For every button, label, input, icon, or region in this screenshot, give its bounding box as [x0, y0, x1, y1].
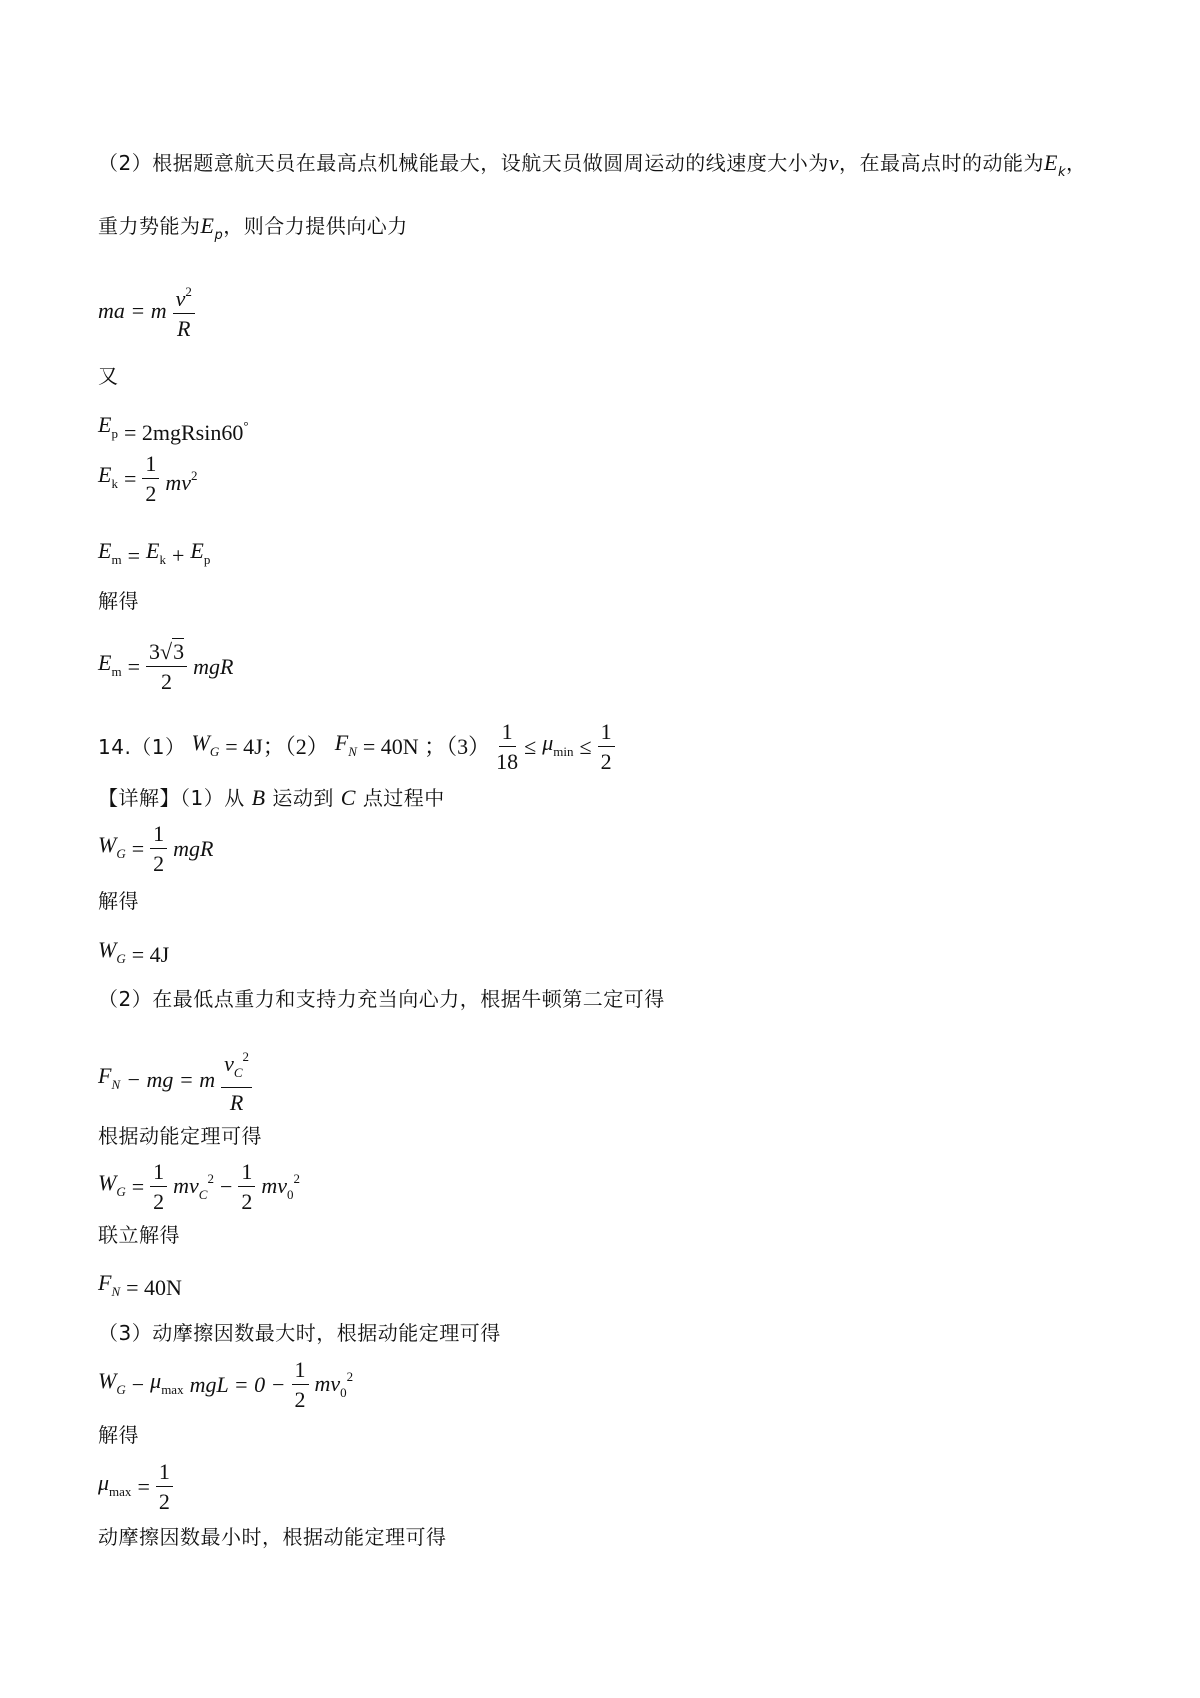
eq11-fraction	[292, 1358, 309, 1412]
eq3-rhs: mv	[165, 469, 192, 495]
text-part-2: （2）在最低点重力和支持力充当向心力，根据牛顿第二定可得	[98, 987, 665, 1011]
q14-wval: = 4J；（2）	[225, 734, 329, 759]
eq6-num: 1	[150, 822, 167, 849]
var-v: v	[828, 150, 839, 175]
eq12-den: 2	[158, 1489, 170, 1514]
eq7-rhs: = 4J	[131, 941, 170, 967]
eq5-radicand: 3	[173, 639, 185, 664]
question-14-answer	[98, 720, 621, 774]
eq4-sub3: p	[203, 552, 211, 567]
eq12-equals: =	[137, 1474, 150, 1499]
equation-WG-value	[98, 937, 175, 972]
eq4-sub2: k	[159, 552, 166, 567]
text-jiede-3: 解得	[98, 1423, 139, 1447]
q14-F: F	[334, 729, 349, 755]
eq2-sub: p	[111, 426, 118, 441]
eq9-equals: =	[131, 1174, 145, 1199]
eq9-num-2: 1	[238, 1160, 255, 1187]
equation-normal-force	[98, 1045, 258, 1115]
eq3-sub: k	[111, 475, 118, 491]
text-theorem-1: 根据动能定理可得	[98, 1124, 262, 1148]
intro-text-1: （2）根据题意航天员在最高点机械能最大，设航天员做圆周运动的线速度大小为	[98, 151, 829, 175]
q14-label: 14.（1）	[98, 735, 186, 759]
eq4-plus: +	[171, 542, 185, 568]
eq6-sub: G	[116, 845, 126, 861]
detail-text-1: 【详解】（1）从	[98, 786, 245, 810]
eq9-term-1: mv	[173, 1173, 199, 1198]
eq5-equals: =	[127, 654, 140, 679]
q14-num2: 1	[598, 720, 615, 747]
text-you: 又	[98, 364, 119, 388]
text-part-3: （3）动摩擦因数最大时，根据动能定理可得	[98, 1321, 501, 1345]
eq9-fraction-2	[238, 1160, 255, 1214]
eq5-den: 2	[161, 669, 173, 694]
sub-k: k	[1057, 165, 1066, 180]
eq1-num: v	[175, 286, 186, 311]
equation-mu-max-value	[98, 1460, 179, 1514]
eq4-E2: E	[146, 538, 160, 563]
eq11-W: W	[98, 1367, 117, 1393]
sub-p: p	[214, 228, 224, 243]
q14-den2: 2	[600, 749, 612, 774]
detail-heading	[98, 785, 445, 811]
q14-fval: = 40N ；（3）	[362, 734, 491, 759]
eq8-den: R	[229, 1090, 244, 1115]
equation-centripetal	[98, 280, 201, 341]
eq10-rhs: = 40N	[126, 1274, 182, 1300]
eq9-den-1: 2	[153, 1189, 165, 1214]
equation-Ek	[98, 452, 204, 506]
eq6-fraction	[150, 822, 167, 876]
eq1-fraction	[173, 280, 195, 341]
eq11-submax: max	[161, 1381, 184, 1397]
q14-den18: 18	[496, 749, 519, 774]
eq6-rhs: mgR	[173, 836, 214, 861]
comma: ，	[1065, 151, 1087, 175]
eq8-subC: C	[233, 1065, 243, 1080]
eq5-sub: m	[111, 663, 122, 679]
intro-line-2	[98, 213, 408, 249]
eq12-num: 1	[156, 1460, 173, 1487]
q14-subG: G	[209, 743, 220, 759]
q14-num1: 1	[499, 720, 516, 747]
eq8-F: F	[98, 1062, 112, 1088]
eq11-sub0: 0	[340, 1385, 347, 1400]
eq2-rhs: = 2mgRsin60	[123, 420, 244, 445]
eq8-fraction	[221, 1045, 252, 1115]
eq6-equals: =	[131, 836, 145, 861]
eq8-mid: − mg = m	[126, 1067, 216, 1092]
eq9-term-2: mv	[261, 1173, 288, 1198]
eq9-sub-1: C	[198, 1187, 208, 1202]
eq5-rhs: mgR	[193, 654, 234, 679]
intro-text-2b: ，则合力提供向心力	[223, 214, 408, 238]
eq4-sub: m	[111, 552, 122, 567]
eq3-num: 1	[142, 452, 159, 479]
eq9-num-1: 1	[150, 1160, 167, 1187]
q14-subN: N	[348, 743, 357, 759]
eq6-den: 2	[153, 851, 165, 876]
text-last: 动摩擦因数最小时，根据动能定理可得	[98, 1525, 447, 1549]
eq9-sup-1: 2	[207, 1171, 214, 1186]
var-Ek: E	[1044, 150, 1058, 175]
eq11-sup: 2	[346, 1369, 354, 1384]
text-jiede-2: 解得	[98, 889, 139, 913]
equation-Ep	[98, 412, 255, 447]
eq11-term: mv	[314, 1371, 341, 1396]
eq11-minus: −	[131, 1372, 145, 1397]
eq9-sup-2: 2	[293, 1171, 301, 1186]
eq5-coef: 3	[149, 639, 160, 664]
q14-frac-1-18	[496, 720, 518, 774]
eq9-sub: G	[116, 1183, 126, 1199]
detail-text-2: 运动到	[272, 786, 334, 810]
intro-line-1	[98, 150, 1086, 186]
eq10-F: F	[98, 1270, 112, 1295]
equation-Em-sum	[98, 538, 216, 573]
detail-text-3: 点过程中	[362, 786, 445, 810]
eq11-mid: mgL = 0 −	[189, 1372, 286, 1397]
intro-text-1b: ，在最高点时的动能为	[839, 151, 1044, 175]
intro-text-2a: 重力势能为	[98, 214, 201, 238]
eq8-sub: N	[111, 1076, 121, 1092]
text-jiede-1: 解得	[98, 589, 139, 613]
eq5-E: E	[98, 649, 112, 675]
eq9-den-2: 2	[241, 1189, 253, 1214]
eq1-sup: 2	[185, 284, 192, 299]
eq8-sup: 2	[242, 1049, 250, 1064]
q14-W: W	[191, 729, 210, 755]
eq1-lhs: ma = m	[98, 297, 167, 323]
eq6-W: W	[98, 831, 117, 857]
q14-frac-1-2	[598, 720, 615, 774]
eq2-E: E	[98, 412, 112, 437]
eq3-fraction	[142, 452, 159, 506]
eq9-minus: −	[219, 1174, 233, 1199]
eq3-sup: 2	[191, 467, 198, 483]
eq11-sub: G	[116, 1381, 126, 1397]
eq3-equals: =	[123, 466, 137, 491]
eq11-den: 2	[294, 1387, 306, 1412]
eq12-submax: max	[109, 1483, 132, 1499]
var-Ep: E	[200, 213, 215, 238]
equation-mu-max	[98, 1358, 359, 1412]
eq11-mu: μ	[150, 1367, 162, 1393]
eq8-num: v	[224, 1051, 234, 1076]
eq9-sub-2: 0	[287, 1187, 294, 1202]
q14-mu: μ	[542, 729, 554, 755]
point-C: C	[340, 785, 356, 810]
q14-le1: ≤	[524, 734, 537, 759]
eq3-E: E	[98, 461, 112, 487]
eq10-sub: N	[111, 1284, 121, 1299]
point-B: B	[251, 785, 266, 810]
equation-Em-result	[98, 640, 239, 694]
eq9-W: W	[98, 1169, 117, 1195]
eq7-W: W	[98, 937, 117, 962]
eq3-den: 2	[145, 481, 157, 506]
sqrt-icon: √	[160, 639, 173, 664]
eq4-E3: E	[190, 538, 204, 563]
equation-WG-expr	[98, 822, 219, 876]
eq5-fraction	[146, 640, 187, 694]
q14-le2: ≤	[579, 734, 592, 759]
q14-submin: min	[553, 743, 574, 759]
equation-work-energy	[98, 1160, 306, 1214]
eq2-deg: °	[243, 418, 249, 433]
eq7-sub: G	[116, 951, 126, 966]
eq4-equals: =	[127, 542, 140, 568]
eq9-fraction-1	[150, 1160, 167, 1214]
equation-FN-value	[98, 1270, 188, 1305]
eq12-fraction	[156, 1460, 173, 1514]
text-lianli: 联立解得	[98, 1223, 180, 1247]
eq11-num: 1	[292, 1358, 309, 1385]
eq4-E: E	[98, 538, 112, 563]
eq12-mu: μ	[98, 1469, 110, 1495]
eq1-den: R	[177, 316, 191, 341]
